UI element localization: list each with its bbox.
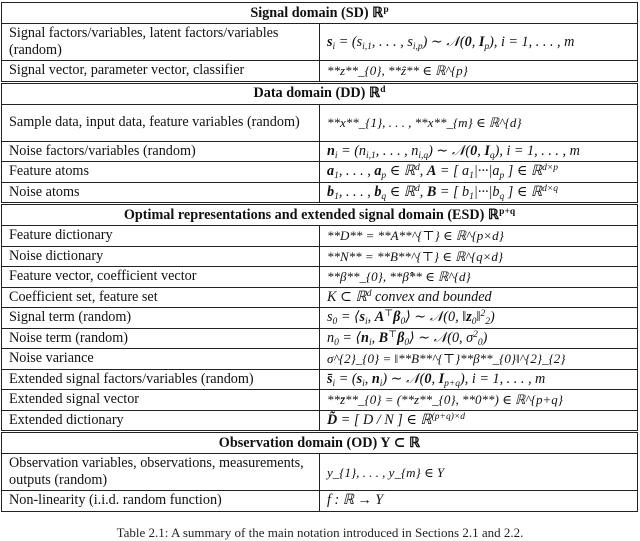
table-section: [2, 204, 638, 432]
table-row: [2, 141, 638, 162]
row-label: Sample data, input data, feature variables (random): [2, 104, 320, 141]
section-header: Data domain (DD) ℝ$^d$: [2, 82, 638, 104]
table-section: [2, 432, 638, 512]
row-label: Signal term (random): [2, 308, 320, 329]
row-notation: **D** = **A**^{⊤} ∈ ℝ^{p×d}: [320, 226, 638, 247]
row-notation: $s_i = (s_{i,1}$, . . . , $s_{i,p}$) ∼ 𝒩(0, $I_p$), i = 1, . . . , m: [320, 24, 638, 61]
row-notation: $n_0$ = $⟨n_i$, $B^⊤\beta_0⟩$ ∼ 𝒩(0, $\sigma^2_0$): [320, 328, 638, 349]
row-notation: $s̄_i = (s_i$, $n_i$) ∼ 𝒩(0, $I_{p+q}$), i = 1, . . . , m: [320, 369, 638, 390]
row-label: Feature vector, coefficient vector: [2, 267, 320, 288]
notation-table: [1, 2, 638, 512]
table-row: [2, 287, 638, 308]
row-label: Feature dictionary: [2, 226, 320, 247]
row-label: Noise factors/variables (random): [2, 141, 320, 162]
table-row: [2, 246, 638, 267]
table-section: [2, 82, 638, 204]
table-row: [2, 369, 638, 390]
row-label: Observation variables, observations, measurements, outputs (random): [2, 454, 320, 491]
row-notation: $n_i = (n_{i,1}$, . . . , $n_{i,q}$) ∼ 𝒩(0, $I_q$), i = 1, . . . , m: [320, 141, 638, 162]
row-notation: $s_0$ = $⟨s_i$, $A^⊤\beta_0⟩$ ∼ 𝒩(0, $‖z_0‖^2_2$): [320, 308, 638, 329]
row-notation: K ⊂ ℝ$^d$ convex and bounded: [320, 287, 638, 308]
table-row: [2, 24, 638, 61]
row-label: Noise atoms: [2, 182, 320, 204]
row-notation: **β**_{0}, **β̂** ∈ ℝ^{d}: [320, 267, 638, 288]
table-row: [2, 61, 638, 83]
row-label: Extended dictionary: [2, 410, 320, 432]
row-notation: $a_1$, . . . , $a_p$ ∈ ℝ$^d$, A = [ $a_1|\cdot\cdot\cdot|a_p$ ] ∈ ℝ$^{d\times p}$: [320, 162, 638, 183]
table-row: [2, 308, 638, 329]
table-row: [2, 454, 638, 491]
table-row: [2, 162, 638, 183]
table-row: [2, 104, 638, 141]
row-label: Noise variance: [2, 349, 320, 370]
table-row: [2, 267, 638, 288]
row-label: Noise term (random): [2, 328, 320, 349]
row-label: Extended signal factors/variables (random): [2, 369, 320, 390]
section-header: Optimal representations and extended signal domain (ESD) ℝ$^{p+q}$: [2, 204, 638, 226]
table-row: [2, 182, 638, 204]
row-notation: **z̄**_{0} = (**z**_{0}, **0**) ∈ ℝ^{p+q}: [320, 390, 638, 411]
table-row: [2, 410, 638, 432]
table-row: [2, 226, 638, 247]
table-section: [2, 3, 638, 83]
row-label: Signal vector, parameter vector, classifier: [2, 61, 320, 83]
row-notation: D̃ = [ D / N ] ∈ ℝ$^{(p+q)\times d}$: [320, 410, 638, 432]
row-notation: **N** = **B**^{⊤} ∈ ℝ^{q×d}: [320, 246, 638, 267]
table-caption: Table 2.1: A summary of the main notation introduced in Sections 2.1 and 2.2.: [116, 525, 524, 540]
table-row: [2, 491, 638, 512]
row-label: Feature atoms: [2, 162, 320, 183]
row-notation: y_{1}, . . . , y_{m} ∈ Y: [320, 454, 638, 491]
row-label: Coefficient set, feature set: [2, 287, 320, 308]
section-header: Signal domain (SD) ℝ$^p$: [2, 3, 638, 24]
table-row: [2, 328, 638, 349]
row-notation: f : ℝ → Y: [320, 491, 638, 512]
row-label: Noise dictionary: [2, 246, 320, 267]
row-label: Non-linearity (i.i.d. random function): [2, 491, 320, 512]
row-label: Signal factors/variables, latent factors/variables (random): [2, 24, 320, 61]
row-label: Extended signal vector: [2, 390, 320, 411]
section-header: Observation domain (OD) Y ⊂ ℝ: [2, 432, 638, 454]
table-row: [2, 390, 638, 411]
table-row: [2, 349, 638, 370]
row-notation: $b_1$, . . . , $b_q$ ∈ ℝ$^d$, B = [ $b_1|\cdot\cdot\cdot|b_q$ ] ∈ ℝ$^{d\times q}$: [320, 182, 638, 204]
row-notation: **z**_{0}, **ẑ** ∈ ℝ^{p}: [320, 61, 638, 83]
row-notation: **x**_{1}, . . . , **x**_{m} ∈ ℝ^{d}: [320, 104, 638, 141]
row-notation: σ^{2}_{0} = ‖**B**^{⊤}**β**_{0}‖^{2}_{2}: [320, 349, 638, 370]
